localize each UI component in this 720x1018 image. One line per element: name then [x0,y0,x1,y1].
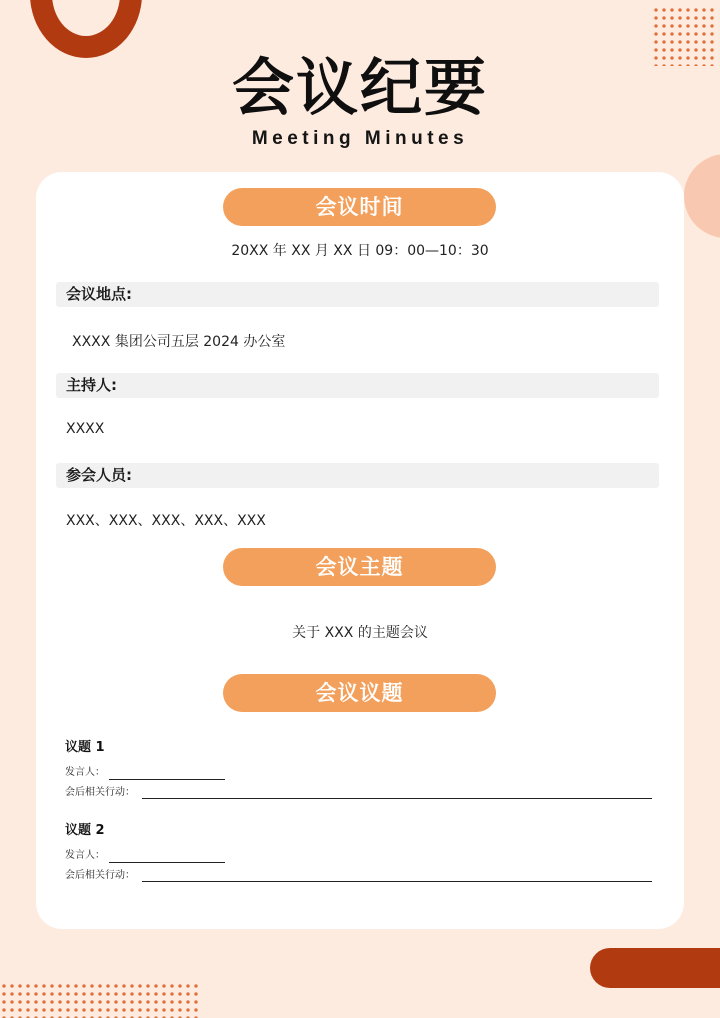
decorative-dots-bottom-left [0,982,200,1018]
host-value: XXXX [66,421,105,437]
time-value: 20XX 年 XX 月 XX 日 09：00—10：30 [231,243,489,259]
action-line [142,798,652,799]
decorative-ring [30,0,142,58]
agenda-item-speaker-label: 发言人： [65,767,105,778]
location-label: 会议地点: [56,282,659,307]
action-line [142,881,652,882]
speaker-line [109,862,225,863]
agenda-item-title: 议题 1 [65,740,105,755]
time-heading: 会议时间 [223,188,496,226]
decorative-pill-bottom-right [590,948,720,988]
page-subtitle: Meeting Minutes [251,128,469,149]
attendees-value: XXX、XXX、XXX、XXX、XXX [66,513,266,529]
host-label: 主持人: [56,373,659,398]
minutes-card [36,172,684,929]
decorative-half-circle [684,154,720,238]
agenda-item-title: 议题 2 [65,823,105,838]
attendees-label: 参会人员: [56,463,659,488]
topic-heading: 会议主题 [223,548,496,586]
agenda-item-action-label: 会后相关行动： [65,870,135,881]
location-value: XXXX 集团公司五层 2024 办公室 [72,334,286,350]
agenda-item-action-label: 会后相关行动： [65,787,135,798]
agenda-heading: 会议议题 [223,674,496,712]
topic-value: 关于 XXX 的主题会议 [292,625,428,641]
page-title: 会议纪要 [231,51,488,124]
speaker-line [109,779,225,780]
agenda-item-speaker-label: 发言人： [65,850,105,861]
